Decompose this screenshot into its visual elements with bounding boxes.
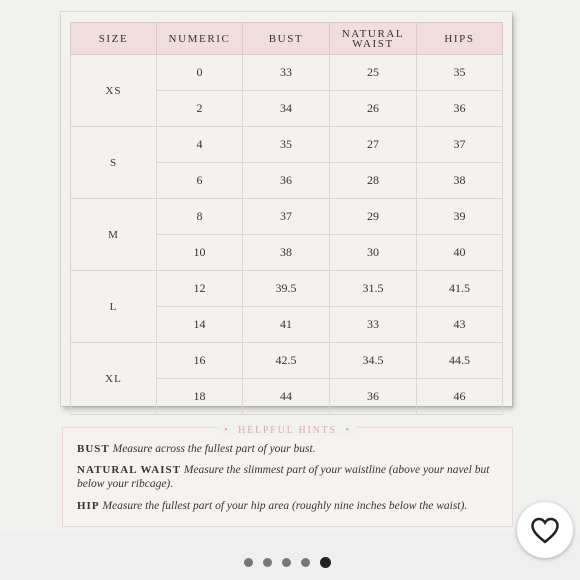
hint-hip: HIP Measure the fullest part of your hip area (roughly nine inches below the waist). [77, 500, 468, 512]
bust-cell: 34 [243, 91, 330, 127]
bust-cell: 41 [243, 307, 330, 343]
size-label: XL [71, 343, 157, 415]
size-label: M [71, 199, 157, 271]
carousel-dot[interactable] [244, 558, 253, 567]
header-row [71, 23, 503, 55]
hips-cell: 46 [417, 379, 503, 415]
table-row [71, 271, 503, 307]
bust-cell: 38 [243, 235, 330, 271]
bust-cell: 42.5 [243, 343, 330, 379]
hips-cell: 43 [417, 307, 503, 343]
helpful-hints-title: • HELPFUL HINTS • [218, 425, 357, 436]
numeric-cell: 16 [157, 343, 243, 379]
header-natural-waist: NATURAL WAIST [330, 23, 417, 55]
numeric-cell: 10 [157, 235, 243, 271]
numeric-cell: 4 [157, 127, 243, 163]
header-size: SIZE [71, 23, 157, 55]
carousel-dot[interactable] [263, 558, 272, 567]
helpful-hints-box [62, 427, 513, 527]
table-row [71, 127, 503, 163]
bust-cell: 33 [243, 55, 330, 91]
hips-cell: 35 [417, 55, 503, 91]
hips-cell: 38 [417, 163, 503, 199]
waist-cell: 26 [330, 91, 417, 127]
waist-cell: 30 [330, 235, 417, 271]
bust-cell: 36 [243, 163, 330, 199]
waist-cell: 29 [330, 199, 417, 235]
waist-cell: 36 [330, 379, 417, 415]
header-hips: HIPS [417, 23, 503, 55]
header-bust: BUST [243, 23, 330, 55]
size-label: XS [71, 55, 157, 127]
numeric-cell: 14 [157, 307, 243, 343]
carousel-indicator[interactable] [244, 558, 331, 568]
header-numeric: NUMERIC [157, 23, 243, 55]
numeric-cell: 18 [157, 379, 243, 415]
waist-cell: 28 [330, 163, 417, 199]
numeric-cell: 12 [157, 271, 243, 307]
waist-cell: 34.5 [330, 343, 417, 379]
numeric-cell: 6 [157, 163, 243, 199]
table-row [71, 55, 503, 91]
hips-cell: 39 [417, 199, 503, 235]
hips-cell: 36 [417, 91, 503, 127]
hint-natural-waist: NATURAL WAIST Measure the slimmest part of your waistline (above your navel but below your ribcage). [77, 464, 490, 490]
size-chart-card [61, 12, 512, 406]
numeric-cell: 2 [157, 91, 243, 127]
bust-cell: 37 [243, 199, 330, 235]
heart-icon [530, 516, 560, 544]
size-label: L [71, 271, 157, 343]
bust-cell: 39.5 [243, 271, 330, 307]
bust-cell: 35 [243, 127, 330, 163]
size-chart-table [70, 22, 503, 415]
hips-cell: 44.5 [417, 343, 503, 379]
like-button[interactable] [517, 502, 573, 558]
waist-cell: 31.5 [330, 271, 417, 307]
size-label: S [71, 127, 157, 199]
carousel-dot[interactable] [320, 557, 331, 568]
waist-cell: 33 [330, 307, 417, 343]
waist-cell: 25 [330, 55, 417, 91]
table-row [71, 343, 503, 379]
hint-bust: BUST Measure across the fullest part of your bust. [77, 443, 316, 455]
numeric-cell: 8 [157, 199, 243, 235]
numeric-cell: 0 [157, 55, 243, 91]
bust-cell: 44 [243, 379, 330, 415]
hips-cell: 40 [417, 235, 503, 271]
waist-cell: 27 [330, 127, 417, 163]
carousel-dot[interactable] [282, 558, 291, 567]
table-row [71, 199, 503, 235]
hips-cell: 41.5 [417, 271, 503, 307]
carousel-dot[interactable] [301, 558, 310, 567]
hips-cell: 37 [417, 127, 503, 163]
